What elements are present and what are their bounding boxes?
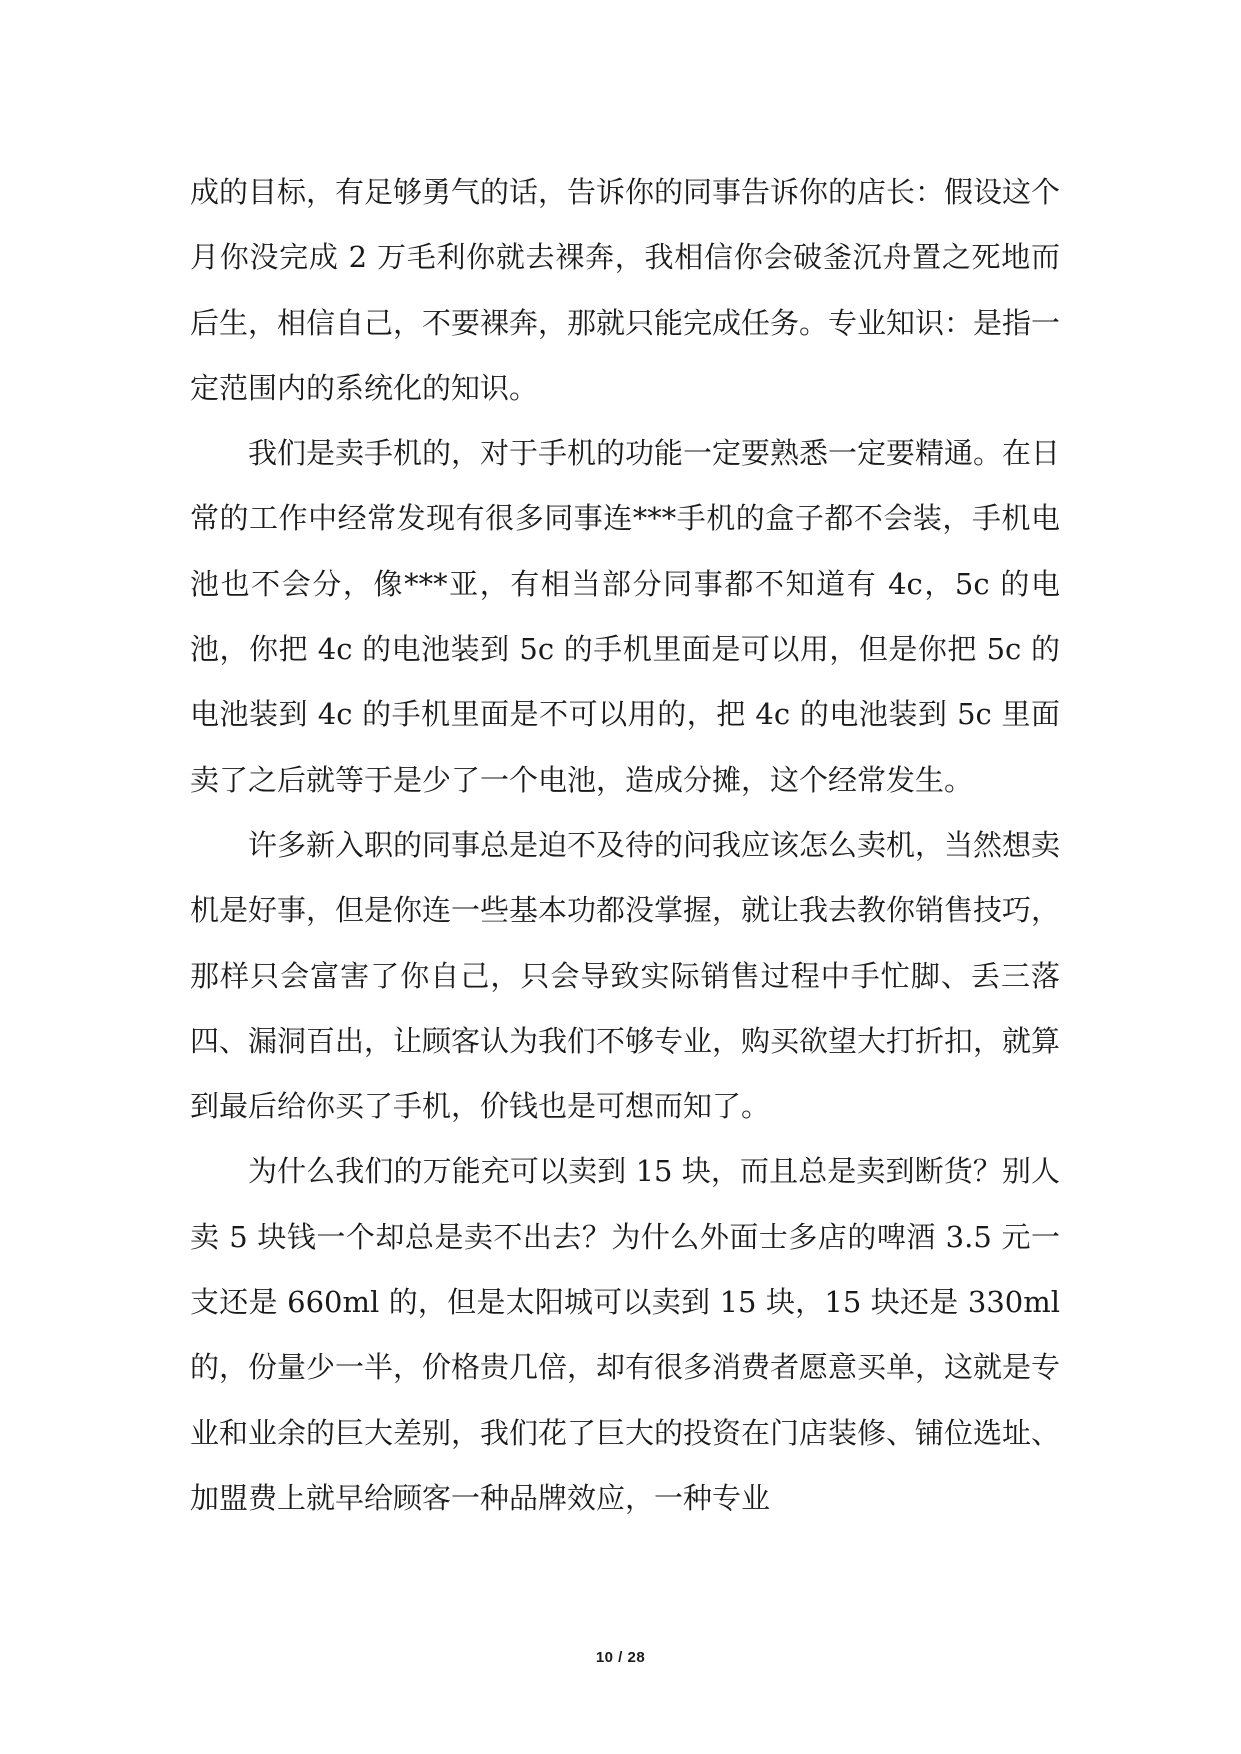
page-number: 10 / 28 [595, 1649, 646, 1666]
page-body [190, 160, 1060, 1531]
paragraph-4: 为什么我们的万能充可以卖到 15 块，而且总是卖到断货？别人卖 5 块钱一个却总是卖不出去？为什么外面士多店的啤酒 3.5 元一支还是 660ml 的，但是太阳城可以卖到 15 块，15 块还是 330ml 的，份量少一半，价格贵几倍，却有很多消费者愿意买单，这就是专业和业余的巨大差别，我们花了巨大的投资在门店装修、铺位选址、加盟费上就早给顾客一种品牌效应，一种专业 [190, 1154, 1061, 1515]
paragraph-3: 许多新入职的同事总是迫不及待的问我应该怎么卖机，当然想卖机是好事，但是你连一些基本功都没掌握，就让我去教你销售技巧，那样只会富害了你自己，只会导致实际销售过程中手忙脚、丢三落四、漏洞百出，让顾客认为我们不够专业，购买欲望大打折扣，就算到最后给你买了手机，价钱也是可想而知了。 [190, 827, 1061, 1124]
paragraph-1: 成的目标，有足够勇气的话，告诉你的同事告诉你的店长：假设这个月你没完成 2 万毛利你就去裸奔，我相信你会破釜沉舟置之死地而后生，相信自己，不要裸奔，那就只能完成任务。专业知识：是指一定范围内的系统化的知识。 [190, 175, 1061, 405]
paragraph-2: 我们是卖手机的，对于手机的功能一定要熟悉一定要精通。在日常的工作中经常发现有很多同事连***手机的盒子都不会装，手机电池也不会分，像***亚，有相当部分同事都不知道有 4c，5c 的电池，你把 4c 的电池装到 5c 的手机里面是可以用，但是你把 5c 的电池装到 4c 的手机里面是不可以用的，把 4c 的电池装到 5c 里面卖了之后就等于是少了一个电池，造成分摊，这个经常发生。 [190, 436, 1061, 797]
